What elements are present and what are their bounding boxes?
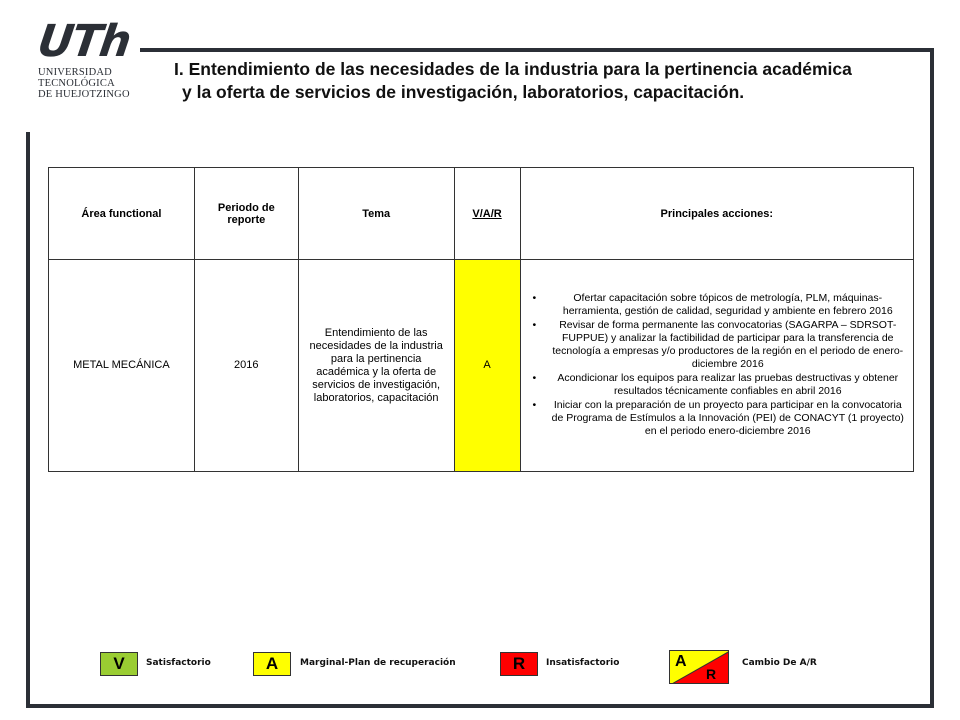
list-item: • Acondicionar los equipos para realizar las pruebas destructivas y obtener resultados técnicamente confiables en abril 2016 xyxy=(527,372,907,398)
legend-ar-code-a: A xyxy=(675,653,687,670)
legend-r-box: R xyxy=(500,652,538,676)
list-item: • Ofertar capacitación sobre tópicos de metrología, PLM, máquinas-herramienta, gestión de calidad, seguridad y ambiente en febrero 2016 xyxy=(527,292,907,318)
legend-v-box: V xyxy=(100,652,138,676)
header-tema: Tema xyxy=(298,168,454,260)
frame-bottom-border xyxy=(26,704,934,708)
legend-a-box: A xyxy=(253,652,291,676)
logo-text-line-3: DE HUEJOTZINGO xyxy=(38,89,130,100)
legend-ar-label: Cambio De A/R xyxy=(742,658,817,668)
cell-periodo: 2016 xyxy=(194,260,298,472)
header-var: V/A/R xyxy=(454,168,520,260)
legend-ar-box xyxy=(669,650,729,684)
page-title-line-2: y la oferta de servicios de investigación, laboratorios, capacitación. xyxy=(182,82,745,102)
legend-a-label: Marginal-Plan de recuperación xyxy=(300,658,456,668)
logo-text xyxy=(38,67,148,100)
cell-area: METAL MECÁNICA xyxy=(49,260,195,472)
logo-mark: UTh xyxy=(34,16,133,67)
frame-left-border xyxy=(26,132,30,708)
page-title xyxy=(174,58,914,104)
legend-ar-code-r: R xyxy=(706,666,717,682)
table-row xyxy=(49,260,914,472)
university-logo xyxy=(34,16,148,110)
page-title-line-1: I. Entendimiento de las necesidades de la industria para la pertinencia académica xyxy=(174,59,852,79)
legend-v-label: Satisfactorio xyxy=(146,658,211,668)
frame-top-border xyxy=(140,48,934,52)
header-area: Área functional xyxy=(49,168,195,260)
cell-tema: Entendimiento de las necesidades de la industria para la pertinencia académica y la oferta de servicios de investigación, laboratorios, capacitación xyxy=(298,260,454,472)
list-item: • Revisar de forma permanente las convocatorias (SAGARPA – SDRSOT- FUPPUE) y analizar la factibilidad de participar para la transferencia de tecnología a empresas y/o productores de la región en el periodo de enero- diciembre 2016 xyxy=(527,319,907,371)
legend-r-label: Insatisfactorio xyxy=(546,658,620,668)
frame-right-border xyxy=(930,48,934,708)
header-periodo: Periodo de reporte xyxy=(194,168,298,260)
logo-text-line-2: TECNOLÓGICA xyxy=(38,78,115,89)
table-header-row xyxy=(49,168,914,260)
report-table xyxy=(48,167,914,472)
cell-acciones xyxy=(520,260,913,472)
cell-var-status: A xyxy=(454,260,520,472)
header-acciones: Principales acciones: xyxy=(520,168,913,260)
list-item: • Iniciar con la preparación de un proyecto para participar en la convocatoria de Programa de Estímulos a la Innovación (PEI) de CONACYT (1 proyecto) en el periodo enero-diciembre 2016 xyxy=(527,399,907,438)
logo-text-line-1: UNIVERSIDAD xyxy=(38,67,112,78)
acciones-list xyxy=(527,292,907,438)
